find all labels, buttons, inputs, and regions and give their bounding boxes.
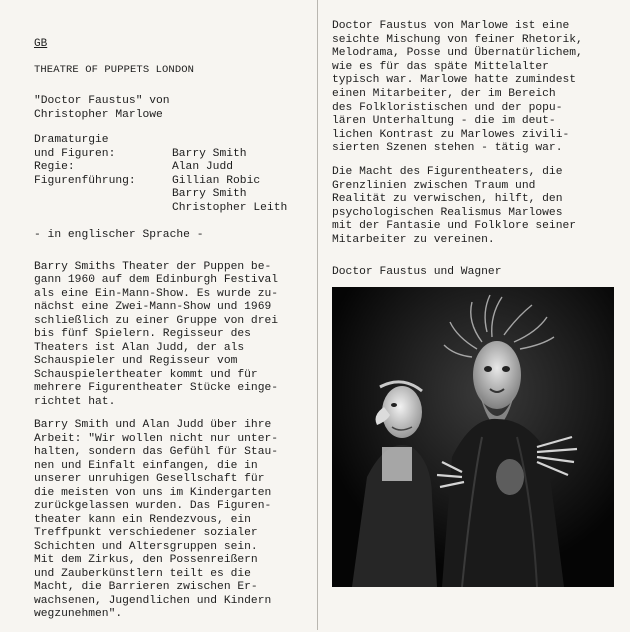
photo-caption: Doctor Faustus und Wagner <box>332 265 502 278</box>
puppet-power-paragraph: Die Macht des Figurentheaters, die Grenzlinien zwischen Traum und Realität zu verwischen, hilft, den psychologischen Realismus Marlowes mit der Fantasie und Folklore seiner Mitarbeiter zu vereinen. <box>332 165 577 246</box>
marlowe-paragraph: Doctor Faustus von Marlowe ist eine seichte Mischung von feiner Rhetorik, Melodrama, Posse und Übernatürlichem, wie es für das späte Mittelalter typisch war. Marlowe hatte zumindest einen Mitarbeiter, der im Bereich des Folkloristischen und der popu- lären Unterhaltung - die im deut- lichen Kontrast zu Marlowes zivili- sierten Szenen stehen - tätig war. <box>332 20 583 155</box>
credit-role: Dramaturgie und Figuren: <box>34 134 116 160</box>
puppet-photo <box>332 287 614 587</box>
production-title: "Doctor Faustus" von <box>34 95 170 107</box>
quote-paragraph: Barry Smith und Alan Judd über ihre Arbeit: "Wir wollen nicht nur unter- halten, sondern das Gefühl für Stau- nen und Einfalt einfangen, die in unserer unruhigen Gesellschaft für die meisten von uns im Kindergarten zurückgelassen wurden. Das Figuren- theater kann ein Rendezvous, ein Treffpunkt verschiedener sozialer Schichten und Altersgruppen sein. Mit dem Zirkus, den Possenreißern und Zauberkünstlern teilt es die Macht, die Barrieren zwischen Er- wachsenen, Jugendlichen und Kindern wegzunehmen". <box>34 419 279 620</box>
puppet-photo-illustration <box>332 287 614 587</box>
credit-name: Gillian Robic Barry Smith Christopher Leith <box>172 174 288 214</box>
column-divider <box>317 0 318 630</box>
credits-table <box>34 134 310 215</box>
faustus-head <box>473 341 521 409</box>
right-column <box>332 20 618 587</box>
language-note: - in englischer Sprache - <box>34 229 204 241</box>
credit-name: Alan Judd <box>172 161 234 173</box>
credit-role: Figurenführung: <box>34 174 136 187</box>
credit-role: Regie: <box>34 161 75 173</box>
company-name: THEATRE OF PUPPETS LONDON <box>34 63 195 76</box>
history-paragraph: Barry Smiths Theater der Puppen be- gann 1960 auf dem Edinburgh Festival als eine Ein-Mann-Show. Es wurde zu- nächst eine Zwei-Mann-Show und 1969 schließlich zu einer Gruppe von drei bis fünf Spielern. Regisseur des Theaters ist Alan Judd, der als Schauspieler und Regisseur vom Schauspielertheater kommt und für mehrere Figurentheater Stücke einge- richtet hat. <box>34 260 279 408</box>
credit-name: Barry Smith <box>172 147 247 160</box>
production-author: Christopher Marlowe <box>34 108 163 121</box>
left-column <box>34 38 310 632</box>
country-code: GB <box>34 38 48 50</box>
